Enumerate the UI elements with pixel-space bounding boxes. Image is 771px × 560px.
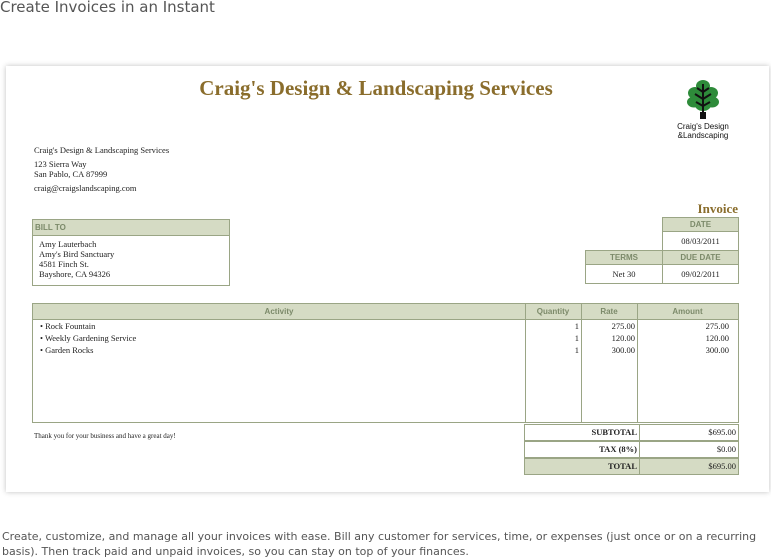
item-amount: 275.00 (705, 321, 729, 331)
from-street: 123 Sierra Way (34, 159, 87, 169)
from-address (34, 145, 169, 193)
item-quantity: 1 (574, 345, 579, 355)
tree-icon (685, 78, 721, 120)
item-rate: 300.00 (611, 345, 635, 355)
terms-header: TERMS (585, 250, 663, 265)
from-name: Craig's Design & Landscaping Services (34, 145, 170, 155)
tax-value: $0.00 (716, 444, 736, 454)
items-table (32, 303, 739, 423)
quantity-column-header: Quantity (536, 307, 570, 316)
invoice-preview (6, 66, 769, 492)
thank-you-note: Thank you for your business and have a great day! (34, 432, 176, 440)
table-row (33, 332, 738, 344)
page-heading: Create Invoices in an Instant (0, 0, 215, 16)
bill-to-company: Amy's Bird Sanctuary (39, 249, 115, 259)
tax-row (524, 441, 739, 458)
item-amount: 120.00 (705, 333, 729, 343)
activity-column-header: Activity (264, 307, 294, 316)
invoice-label: Invoice (697, 201, 738, 216)
items-table-header (33, 304, 738, 320)
item-rate: 275.00 (611, 321, 635, 331)
logo-text-line2: &Landscaping (677, 131, 729, 140)
logo-text-line1: Craig's Design (677, 122, 729, 131)
from-email: craig@craigslandscaping.com (34, 183, 137, 193)
bill-to-name: Amy Lauterbach (39, 239, 97, 249)
item-rate: 120.00 (611, 333, 635, 343)
due-date-header: DUE DATE (662, 250, 739, 265)
item-activity: • Garden Rocks (40, 345, 94, 355)
from-city: San Pablo, CA 87999 (34, 169, 108, 179)
amount-column-header: Amount (672, 307, 703, 316)
terms-value: Net 30 (585, 264, 663, 284)
total-row (524, 458, 739, 475)
due-date-value: 09/02/2011 (662, 264, 739, 284)
bill-to-street: 4581 Finch St. (39, 259, 89, 269)
date-header: DATE (662, 217, 739, 232)
subtotal-label: SUBTOTAL (591, 427, 637, 437)
table-row (33, 320, 738, 332)
bill-to-city: Bayshore, CA 94326 (39, 269, 111, 279)
item-amount: 300.00 (705, 345, 729, 355)
subtotal-value: $695.00 (708, 427, 736, 437)
subtotal-row (524, 424, 739, 441)
table-row (33, 344, 738, 356)
date-value: 08/03/2011 (662, 231, 739, 251)
footer-description: Create, customize, and manage all your invoices with ease. Bill any customer for services, time, or expenses (just once or on a recurring basis). Then track paid and unpaid invoices, so you can stay on top of your finances. (2, 530, 757, 558)
item-quantity: 1 (574, 321, 579, 331)
tax-label: TAX (8%) (599, 444, 637, 454)
company-title: Craig's Design & Landscaping Services (199, 76, 553, 100)
bill-to-header: BILL TO (33, 220, 229, 236)
item-activity: • Rock Fountain (40, 321, 96, 331)
item-activity: • Weekly Gardening Service (40, 333, 137, 343)
item-quantity: 1 (574, 333, 579, 343)
rate-column-header: Rate (600, 307, 618, 316)
total-label: TOTAL (608, 461, 637, 471)
bill-to-box (32, 219, 230, 286)
total-value: $695.00 (708, 461, 736, 471)
company-logo (666, 78, 740, 148)
